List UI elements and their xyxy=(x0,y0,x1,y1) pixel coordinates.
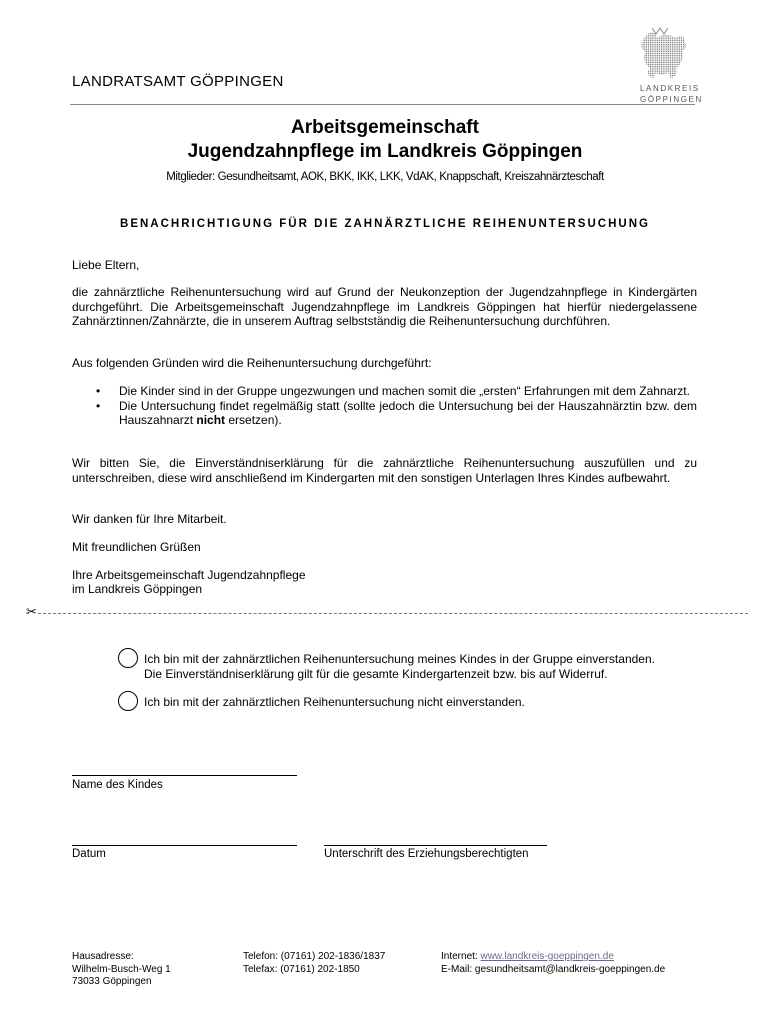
reason-text-start: Die Untersuchung findet regelmäßig statt (sollte jedoch die Untersuchung bei der Hauszahnärztin bzw. dem Hauszahnarzt xyxy=(119,398,697,427)
signoff-line-2: im Landkreis Göppingen xyxy=(72,582,203,596)
email-address: E-Mail: gesundheitsamt@landkreis-goeppingen.de xyxy=(441,963,666,975)
consent-disagree-checkbox[interactable] xyxy=(118,691,138,711)
signature-label: Unterschrift des Erziehungsberechtigten xyxy=(324,848,529,860)
title-line-2: Jugendzahnpflege im Landkreis Göppingen xyxy=(187,141,583,162)
salutation: Liebe Eltern, xyxy=(72,258,140,272)
scissors-icon: ✂ xyxy=(26,604,37,619)
date-label: Datum xyxy=(72,848,106,860)
title-line-1: Arbeitsgemeinschaft xyxy=(291,117,479,138)
website-link[interactable]: www.landkreis-goeppingen.de xyxy=(480,951,614,962)
logo-wordmark xyxy=(640,83,703,105)
address-street: Wilhelm-Busch-Weg 1 xyxy=(72,963,171,975)
reason-text xyxy=(119,399,697,428)
greeting-line: Mit freundlichen Grüßen xyxy=(72,540,201,554)
landkreis-lion-logo-icon xyxy=(632,26,694,82)
footer-phone xyxy=(243,951,385,976)
child-name-field[interactable] xyxy=(72,775,297,776)
date-field[interactable] xyxy=(72,845,297,846)
intro-paragraph: die zahnärztliche Reihenuntersuchung wird auf Grund der Neukonzeption der Jugendzahnpflege in Kindergärten durchgeführt. Die Arbeitsgemeinschaft Jugendzahnpflege im Landkreis Göppingen hat hierfür niedergelassene Zahnärztinnen/Zahnärzte, die in unserem Auftrag selbstständig die Reihenuntersuchung durchführen. xyxy=(72,285,697,328)
consent-agree-line-2: Die Einverständniserklärung gilt für die gesamte Kindergartenzeit bzw. bis auf Widerruf. xyxy=(144,666,608,681)
request-paragraph: Wir bitten Sie, die Einverständniserklärung für die zahnärztliche Reihenuntersuchung auszufüllen und zu unterschreiben, diese wird anschließend im Kindergarten mit den sonstigen Unterlagen Ihres Kindes aufbewahrt. xyxy=(72,456,697,485)
consent-agree-label xyxy=(144,652,655,681)
members-list: Mitglieder: Gesundheitsamt, AOK, BKK, IKK, LKK, VdAK, Knappschaft, Kreiszahnärzteschaft xyxy=(166,171,604,183)
reason-emphasis: nicht xyxy=(196,413,226,427)
bullet-marker: • xyxy=(96,384,101,398)
address-label: Hausadresse: xyxy=(72,951,134,962)
fax-number: Telefax: (07161) 202-1850 xyxy=(243,963,360,975)
logo-line-2: GÖPPINGEN xyxy=(640,95,703,104)
bullet-marker: • xyxy=(96,398,101,413)
address-city: 73033 Göppingen xyxy=(72,976,152,987)
thanks-line: Wir danken für Ihre Mitarbeit. xyxy=(72,512,227,526)
signoff-line-1: Ihre Arbeitsgemeinschaft Jugendzahnpflege xyxy=(72,568,306,582)
child-name-label: Name des Kindes xyxy=(72,779,163,791)
cut-line xyxy=(38,613,748,614)
consent-agree-line-1: Ich bin mit der zahnärztlichen Reihenuntersuchung meines Kindes in der Gruppe einverstanden. xyxy=(144,652,655,666)
reason-text-end: ersetzen). xyxy=(225,413,282,427)
signature-field[interactable] xyxy=(324,845,547,846)
phone-number: Telefon: (07161) 202-1836/1837 xyxy=(243,951,386,962)
consent-agree-checkbox[interactable] xyxy=(118,648,138,668)
footer-contact xyxy=(441,951,665,976)
notice-heading: BENACHRICHTIGUNG FÜR DIE ZAHNÄRZTLICHE REIHENUNTERSUCHUNG xyxy=(120,218,650,230)
reasons-intro: Aus folgenden Gründen wird die Reihenuntersuchung durchgeführt: xyxy=(72,356,432,370)
logo-line-1: LANDKREIS xyxy=(640,84,700,93)
office-name: LANDRATSAMT GÖPPINGEN xyxy=(72,73,284,90)
header-divider xyxy=(70,104,695,105)
reasons-list xyxy=(72,384,697,428)
footer-address xyxy=(72,951,171,989)
internet-label: Internet: xyxy=(441,951,481,962)
internet-line xyxy=(441,951,665,964)
list-item xyxy=(72,384,697,399)
reason-text: Die Kinder sind in der Gruppe ungezwungen und machen somit die „ersten“ Erfahrungen mit dem Zahnarzt. xyxy=(119,384,690,398)
consent-disagree-label: Ich bin mit der zahnärztlichen Reihenuntersuchung nicht einverstanden. xyxy=(144,695,525,709)
list-item xyxy=(72,399,697,428)
